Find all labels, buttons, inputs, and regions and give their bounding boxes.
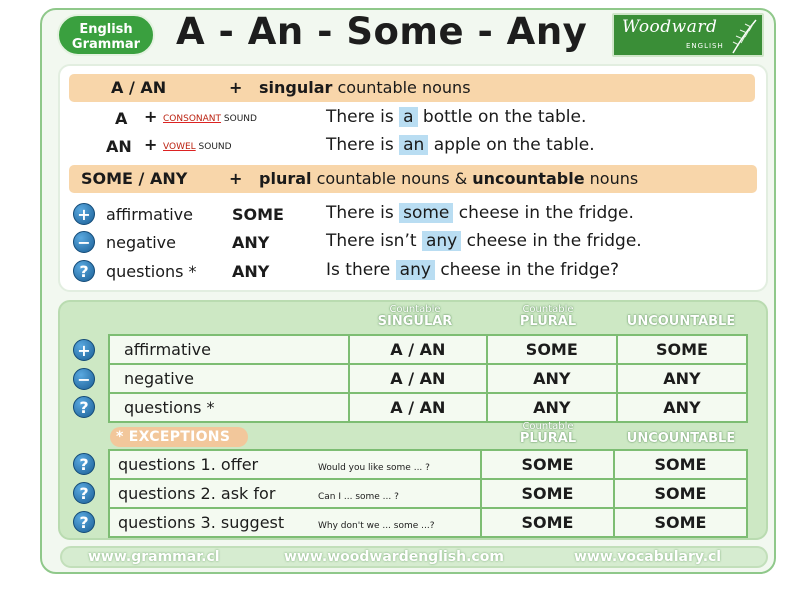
ex-neg-highlight: any — [422, 231, 461, 251]
logo-name: Woodward — [622, 17, 718, 37]
woodward-logo — [612, 13, 764, 57]
exception-label-cell — [109, 508, 481, 537]
minus-icon: − — [73, 368, 95, 390]
band-b-bold-1: plural — [259, 169, 312, 188]
table-cell-singular: A / AN — [349, 335, 487, 364]
footer-link-woodward[interactable]: www.woodwardenglish.com — [284, 549, 504, 565]
band-a-rest: countable nouns — [332, 78, 471, 97]
row-questions-word: ANY — [232, 262, 270, 281]
ex-q-post: cheese in the fridge? — [434, 260, 620, 280]
example-an-post: apple on the table. — [428, 135, 595, 155]
page-title: A - An - Some - Any — [176, 10, 588, 53]
example-an-pre: There is — [326, 135, 400, 155]
table-row — [109, 450, 747, 479]
table-cell-uncountable: ANY — [617, 364, 747, 393]
row-affirmative-label: affirmative — [106, 205, 193, 224]
table-row — [109, 393, 747, 422]
ex-neg-pre: There isn’t — [326, 231, 422, 251]
example-an — [326, 135, 595, 155]
row-questions-label: questions * — [106, 262, 197, 281]
band-b-rest: nouns — [584, 169, 639, 188]
table-cell-plural: SOME — [481, 479, 614, 508]
col-plural2-small: Countable — [522, 421, 574, 432]
col-header-plural — [482, 304, 614, 329]
rule-a-sound — [163, 114, 257, 124]
question-icon: ? — [73, 396, 95, 418]
band-a-plus: + — [229, 78, 243, 97]
row-negative-label: negative — [106, 233, 176, 252]
example-negative — [326, 231, 642, 251]
table-cell-plural: SOME — [481, 508, 614, 537]
exception-label: questions 2. ask for — [118, 484, 276, 503]
rule-a-consonant: CONSONANT — [163, 114, 222, 124]
band-a-lead: A / AN — [111, 78, 167, 97]
exception-label: questions 3. suggest — [118, 513, 285, 532]
col-plural2-main: PLURAL — [519, 431, 577, 446]
band-b-plus: + — [229, 169, 243, 188]
table-cell-plural: SOME — [481, 450, 614, 479]
row-negative-word: ANY — [232, 233, 270, 252]
exceptions-table — [108, 449, 748, 538]
footer-link-vocabulary[interactable]: www.vocabulary.cl — [574, 549, 722, 565]
band-b-bold-2: uncountable — [472, 169, 585, 188]
footer-links-bar — [60, 546, 768, 568]
table-row — [109, 335, 747, 364]
example-questions — [326, 260, 619, 280]
table-cell-uncountable: SOME — [614, 479, 747, 508]
table-cell-uncountable: ANY — [617, 393, 747, 422]
badge-line-1: English — [79, 22, 133, 37]
plus-icon: + — [73, 203, 95, 225]
rule-an-sound — [163, 142, 232, 152]
col-uncountable-main: UNCOUNTABLE — [626, 314, 736, 329]
ex-q-highlight: any — [396, 260, 435, 280]
exception-label-cell — [109, 479, 481, 508]
col-singular-main: SINGULAR — [377, 314, 453, 329]
col-plural-small: Countable — [522, 304, 574, 315]
table-cell-label: questions * — [109, 393, 349, 422]
table-cell-singular: A / AN — [349, 364, 487, 393]
rule-a-word: A — [115, 109, 128, 128]
col-uncountable2-main: UNCOUNTABLE — [626, 431, 736, 446]
row-affirmative-word: SOME — [232, 205, 284, 224]
exceptions-tag: * EXCEPTIONS — [110, 427, 248, 447]
band-a-description — [259, 74, 471, 102]
rule-an-word: AN — [106, 137, 132, 156]
col-singular-small: Countable — [389, 304, 441, 315]
exception-example: Would you like some ... ? — [318, 463, 430, 473]
footer-link-grammar[interactable]: www.grammar.cl — [88, 549, 220, 565]
ex-aff-post: cheese in the fridge. — [453, 203, 634, 223]
band-b-description — [259, 165, 638, 193]
table-cell-uncountable: SOME — [617, 335, 747, 364]
example-a-post: bottle on the table. — [417, 107, 587, 127]
logo-sub: ENGLISH — [686, 42, 724, 50]
table-cell-singular: A / AN — [349, 393, 487, 422]
table-cell-label: affirmative — [109, 335, 349, 364]
col-plural-main: PLURAL — [519, 314, 577, 329]
example-a-highlight: a — [399, 107, 417, 127]
table-cell-uncountable: SOME — [614, 450, 747, 479]
question-icon: ? — [73, 482, 95, 504]
table-cell-label: negative — [109, 364, 349, 393]
fern-icon — [729, 17, 759, 55]
minus-icon: − — [73, 231, 95, 253]
col-header-uncountable-2 — [614, 432, 748, 446]
a-an-rule-band — [69, 74, 755, 102]
band-b-lead: SOME / ANY — [81, 169, 188, 188]
exception-example: Can I ... some ... ? — [318, 492, 399, 502]
exception-label: questions 1. offer — [118, 455, 259, 474]
rule-an-sound-word: SOUND — [195, 142, 232, 152]
example-a — [326, 107, 586, 127]
usage-table — [108, 334, 748, 423]
ex-q-pre: Is there — [326, 260, 396, 280]
badge-line-2: Grammar — [71, 37, 141, 52]
question-icon: ? — [73, 453, 95, 475]
rule-a-plus: + — [144, 107, 158, 126]
table-cell-plural: ANY — [487, 364, 617, 393]
exception-example: Why don't we ... some ...? — [318, 521, 435, 531]
ex-aff-pre: There is — [326, 203, 400, 223]
table-cell-uncountable: SOME — [614, 508, 747, 537]
example-a-pre: There is — [326, 107, 400, 127]
band-b-mid: countable nouns & — [311, 169, 473, 188]
table-cell-plural: ANY — [487, 393, 617, 422]
rule-an-plus: + — [144, 135, 158, 154]
table-cell-plural: SOME — [487, 335, 617, 364]
table-row — [109, 364, 747, 393]
ex-aff-highlight: some — [399, 203, 453, 223]
col-header-uncountable — [614, 315, 748, 329]
english-grammar-badge — [57, 14, 155, 56]
example-affirmative — [326, 203, 634, 223]
table-row — [109, 479, 747, 508]
question-icon: ? — [73, 511, 95, 533]
some-any-rule-band — [69, 165, 757, 193]
table-row — [109, 508, 747, 537]
exception-label-cell — [109, 450, 481, 479]
rule-an-vowel: VOWEL — [163, 142, 196, 152]
band-a-bold-word: singular — [259, 78, 333, 97]
col-header-singular — [350, 304, 480, 329]
example-an-highlight: an — [399, 135, 428, 155]
rule-a-sound-word: SOUND — [221, 114, 257, 124]
col-header-plural-2 — [482, 421, 614, 446]
plus-icon: + — [73, 339, 95, 361]
ex-neg-post: cheese in the fridge. — [461, 231, 642, 251]
question-icon: ? — [73, 260, 95, 282]
